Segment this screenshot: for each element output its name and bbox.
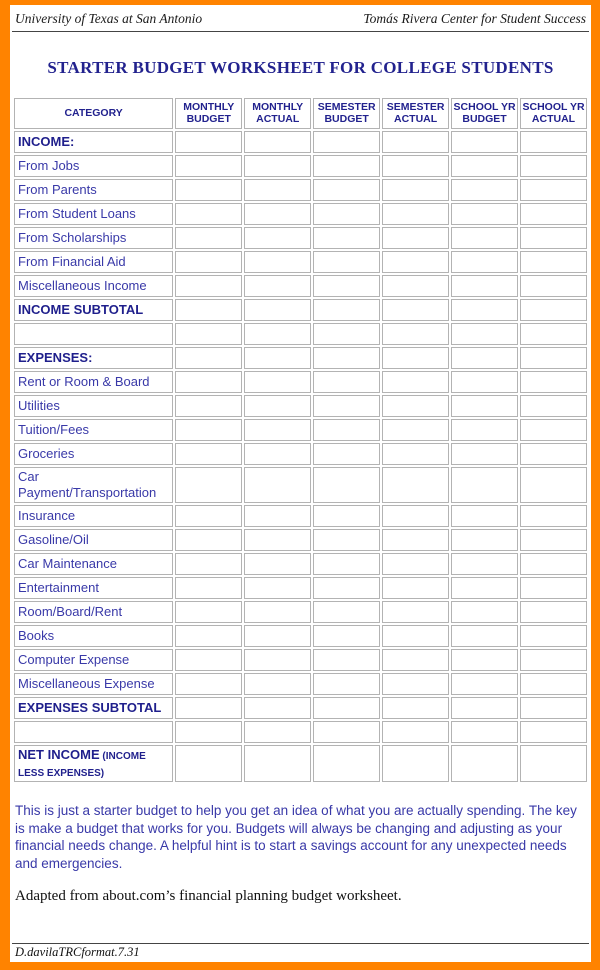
- row-label: Car Payment/Transportation: [14, 467, 173, 504]
- column-header: SCHOOL YR BUDGET: [451, 98, 518, 129]
- attribution-text: Adapted from about.com’s financial planning budget worksheet.: [15, 888, 402, 905]
- row-label: EXPENSES SUBTOTAL: [14, 697, 173, 719]
- table-row: [14, 155, 587, 177]
- value-cell: [520, 371, 587, 393]
- value-cell: [175, 745, 242, 782]
- value-cell: [382, 505, 449, 527]
- value-cell: [313, 371, 380, 393]
- budget-table-body: [14, 98, 587, 782]
- row-label: EXPENSES:: [14, 347, 173, 369]
- value-cell: [382, 347, 449, 369]
- value-cell: [244, 155, 311, 177]
- value-cell: [175, 395, 242, 417]
- value-cell: [175, 443, 242, 465]
- table-row: [14, 625, 587, 647]
- value-cell: [382, 395, 449, 417]
- value-cell: [175, 371, 242, 393]
- header-left-text: University of Texas at San Antonio: [15, 11, 203, 26]
- value-cell: [175, 697, 242, 719]
- advice-paragraph: This is just a starter budget to help you get an idea of what you are actually spending. The key is make a budget that works for you. Budgets will always be changing and adjusting as your financial needs change. A helpful hint is to start a savings account for any unexpected needs and emergencies.: [15, 803, 577, 871]
- row-label: From Jobs: [14, 155, 173, 177]
- row-label: INCOME SUBTOTAL: [14, 299, 173, 321]
- value-cell: [244, 721, 311, 743]
- value-cell: [175, 649, 242, 671]
- value-cell: [244, 601, 311, 623]
- value-cell: [313, 275, 380, 297]
- row-label: Rent or Room & Board: [14, 371, 173, 393]
- row-label: NET INCOME (INCOME LESS EXPENSES): [14, 745, 173, 782]
- value-cell: [382, 299, 449, 321]
- value-cell: [520, 227, 587, 249]
- value-cell: [382, 697, 449, 719]
- value-cell: [313, 419, 380, 441]
- row-label: Miscellaneous Expense: [14, 673, 173, 695]
- value-cell: [520, 323, 587, 345]
- value-cell: [244, 577, 311, 599]
- value-cell: [244, 323, 311, 345]
- value-cell: [451, 347, 518, 369]
- value-cell: [451, 553, 518, 575]
- value-cell: [175, 179, 242, 201]
- table-row: [14, 227, 587, 249]
- column-header: SCHOOL YR ACTUAL: [520, 98, 587, 129]
- value-cell: [382, 649, 449, 671]
- value-cell: [382, 155, 449, 177]
- value-cell: [382, 227, 449, 249]
- value-cell: [382, 203, 449, 225]
- value-cell: [451, 745, 518, 782]
- table-row: [14, 697, 587, 719]
- value-cell: [451, 419, 518, 441]
- page-content: [10, 5, 591, 962]
- table-row: [14, 347, 587, 369]
- value-cell: [451, 299, 518, 321]
- value-cell: [313, 673, 380, 695]
- value-cell: [313, 745, 380, 782]
- value-cell: [244, 347, 311, 369]
- value-cell: [244, 203, 311, 225]
- row-label: INCOME:: [14, 131, 173, 153]
- value-cell: [175, 601, 242, 623]
- value-cell: [244, 395, 311, 417]
- value-cell: [313, 323, 380, 345]
- value-cell: [175, 625, 242, 647]
- value-cell: [382, 131, 449, 153]
- value-cell: [313, 505, 380, 527]
- column-header: MONTHLY BUDGET: [175, 98, 242, 129]
- row-label: Tuition/Fees: [14, 419, 173, 441]
- value-cell: [382, 553, 449, 575]
- value-cell: [520, 251, 587, 273]
- value-cell: [520, 347, 587, 369]
- value-cell: [175, 251, 242, 273]
- row-label: [14, 721, 173, 743]
- value-cell: [451, 505, 518, 527]
- value-cell: [175, 347, 242, 369]
- table-row: [14, 721, 587, 743]
- value-cell: [244, 673, 311, 695]
- row-sublabel: (INCOME LESS EXPENSES): [18, 751, 146, 779]
- column-header: SEMESTER BUDGET: [313, 98, 380, 129]
- table-row: [14, 179, 587, 201]
- table-row: [14, 323, 587, 345]
- value-cell: [520, 649, 587, 671]
- value-cell: [382, 601, 449, 623]
- value-cell: [313, 467, 380, 504]
- row-label: Gasoline/Oil: [14, 529, 173, 551]
- value-cell: [451, 529, 518, 551]
- row-label: Insurance: [14, 505, 173, 527]
- value-cell: [175, 673, 242, 695]
- value-cell: [313, 697, 380, 719]
- value-cell: [451, 323, 518, 345]
- value-cell: [244, 299, 311, 321]
- value-cell: [520, 625, 587, 647]
- value-cell: [451, 395, 518, 417]
- value-cell: [451, 227, 518, 249]
- row-label: Entertainment: [14, 577, 173, 599]
- value-cell: [382, 577, 449, 599]
- value-cell: [313, 299, 380, 321]
- header-right-text: Tomás Rivera Center for Student Success: [363, 11, 586, 26]
- value-cell: [451, 179, 518, 201]
- document-header: [12, 8, 589, 32]
- row-label: Computer Expense: [14, 649, 173, 671]
- row-label: Books: [14, 625, 173, 647]
- value-cell: [382, 721, 449, 743]
- value-cell: [175, 131, 242, 153]
- value-cell: [520, 505, 587, 527]
- value-cell: [520, 529, 587, 551]
- value-cell: [520, 299, 587, 321]
- value-cell: [451, 203, 518, 225]
- value-cell: [313, 395, 380, 417]
- value-cell: [313, 553, 380, 575]
- value-cell: [244, 131, 311, 153]
- value-cell: [382, 323, 449, 345]
- value-cell: [244, 697, 311, 719]
- value-cell: [175, 203, 242, 225]
- table-row: [14, 371, 587, 393]
- value-cell: [382, 673, 449, 695]
- row-label: [14, 323, 173, 345]
- value-cell: [520, 467, 587, 504]
- value-cell: [244, 649, 311, 671]
- table-row: [14, 601, 587, 623]
- value-cell: [244, 251, 311, 273]
- value-cell: [244, 227, 311, 249]
- value-cell: [520, 131, 587, 153]
- value-cell: [313, 347, 380, 369]
- value-cell: [313, 227, 380, 249]
- value-cell: [313, 179, 380, 201]
- value-cell: [451, 577, 518, 599]
- value-cell: [520, 697, 587, 719]
- value-cell: [313, 251, 380, 273]
- footer-text: D.davilaTRCformat.7.31: [15, 945, 140, 959]
- value-cell: [451, 721, 518, 743]
- table-row: [14, 419, 587, 441]
- value-cell: [175, 299, 242, 321]
- page-title: STARTER BUDGET WORKSHEET FOR COLLEGE STUDENTS: [47, 58, 554, 77]
- value-cell: [175, 529, 242, 551]
- value-cell: [382, 275, 449, 297]
- value-cell: [313, 721, 380, 743]
- value-cell: [244, 625, 311, 647]
- value-cell: [244, 419, 311, 441]
- row-label: Utilities: [14, 395, 173, 417]
- row-label: From Parents: [14, 179, 173, 201]
- value-cell: [520, 419, 587, 441]
- row-label: Miscellaneous Income: [14, 275, 173, 297]
- value-cell: [313, 155, 380, 177]
- value-cell: [382, 419, 449, 441]
- value-cell: [244, 505, 311, 527]
- value-cell: [382, 625, 449, 647]
- value-cell: [451, 371, 518, 393]
- value-cell: [520, 179, 587, 201]
- table-row: [14, 203, 587, 225]
- value-cell: [175, 227, 242, 249]
- value-cell: [244, 529, 311, 551]
- value-cell: [382, 467, 449, 504]
- table-row: [14, 553, 587, 575]
- value-cell: [520, 601, 587, 623]
- table-row: [14, 745, 587, 782]
- value-cell: [451, 155, 518, 177]
- value-cell: [382, 371, 449, 393]
- row-label: From Financial Aid: [14, 251, 173, 273]
- value-cell: [451, 649, 518, 671]
- value-cell: [520, 673, 587, 695]
- value-cell: [244, 275, 311, 297]
- value-cell: [520, 203, 587, 225]
- value-cell: [244, 745, 311, 782]
- column-header: SEMESTER ACTUAL: [382, 98, 449, 129]
- value-cell: [451, 697, 518, 719]
- table-row: [14, 275, 587, 297]
- value-cell: [175, 505, 242, 527]
- value-cell: [313, 601, 380, 623]
- value-cell: [244, 553, 311, 575]
- value-cell: [175, 721, 242, 743]
- value-cell: [175, 155, 242, 177]
- value-cell: [313, 443, 380, 465]
- table-row: [14, 131, 587, 153]
- table-row: [14, 395, 587, 417]
- row-label: Car Maintenance: [14, 553, 173, 575]
- value-cell: [382, 179, 449, 201]
- value-cell: [520, 577, 587, 599]
- table-row: [14, 649, 587, 671]
- value-cell: [175, 467, 242, 504]
- value-cell: [451, 625, 518, 647]
- table-row: [14, 443, 587, 465]
- value-cell: [313, 203, 380, 225]
- table-header-row: [14, 98, 587, 129]
- column-header-category: CATEGORY: [14, 98, 173, 129]
- row-label: From Student Loans: [14, 203, 173, 225]
- value-cell: [313, 131, 380, 153]
- document-footer: [12, 943, 589, 960]
- table-row: [14, 467, 587, 504]
- value-cell: [520, 275, 587, 297]
- table-row: [14, 529, 587, 551]
- value-cell: [382, 251, 449, 273]
- value-cell: [451, 443, 518, 465]
- value-cell: [244, 371, 311, 393]
- budget-table: [12, 96, 589, 784]
- value-cell: [313, 529, 380, 551]
- row-label: Room/Board/Rent: [14, 601, 173, 623]
- value-cell: [244, 467, 311, 504]
- value-cell: [520, 395, 587, 417]
- value-cell: [451, 131, 518, 153]
- value-cell: [175, 577, 242, 599]
- value-cell: [520, 155, 587, 177]
- value-cell: [520, 745, 587, 782]
- value-cell: [175, 323, 242, 345]
- value-cell: [382, 529, 449, 551]
- value-cell: [451, 275, 518, 297]
- value-cell: [175, 275, 242, 297]
- row-label: Groceries: [14, 443, 173, 465]
- value-cell: [313, 649, 380, 671]
- value-cell: [244, 179, 311, 201]
- value-cell: [451, 673, 518, 695]
- table-row: [14, 505, 587, 527]
- value-cell: [382, 745, 449, 782]
- value-cell: [175, 553, 242, 575]
- value-cell: [451, 601, 518, 623]
- value-cell: [451, 251, 518, 273]
- value-cell: [313, 577, 380, 599]
- value-cell: [313, 625, 380, 647]
- value-cell: [520, 721, 587, 743]
- value-cell: [175, 419, 242, 441]
- column-header: MONTHLY ACTUAL: [244, 98, 311, 129]
- row-label: From Scholarships: [14, 227, 173, 249]
- value-cell: [520, 553, 587, 575]
- table-row: [14, 251, 587, 273]
- value-cell: [244, 443, 311, 465]
- value-cell: [520, 443, 587, 465]
- table-row: [14, 673, 587, 695]
- table-row: [14, 577, 587, 599]
- value-cell: [382, 443, 449, 465]
- value-cell: [451, 467, 518, 504]
- table-row: [14, 299, 587, 321]
